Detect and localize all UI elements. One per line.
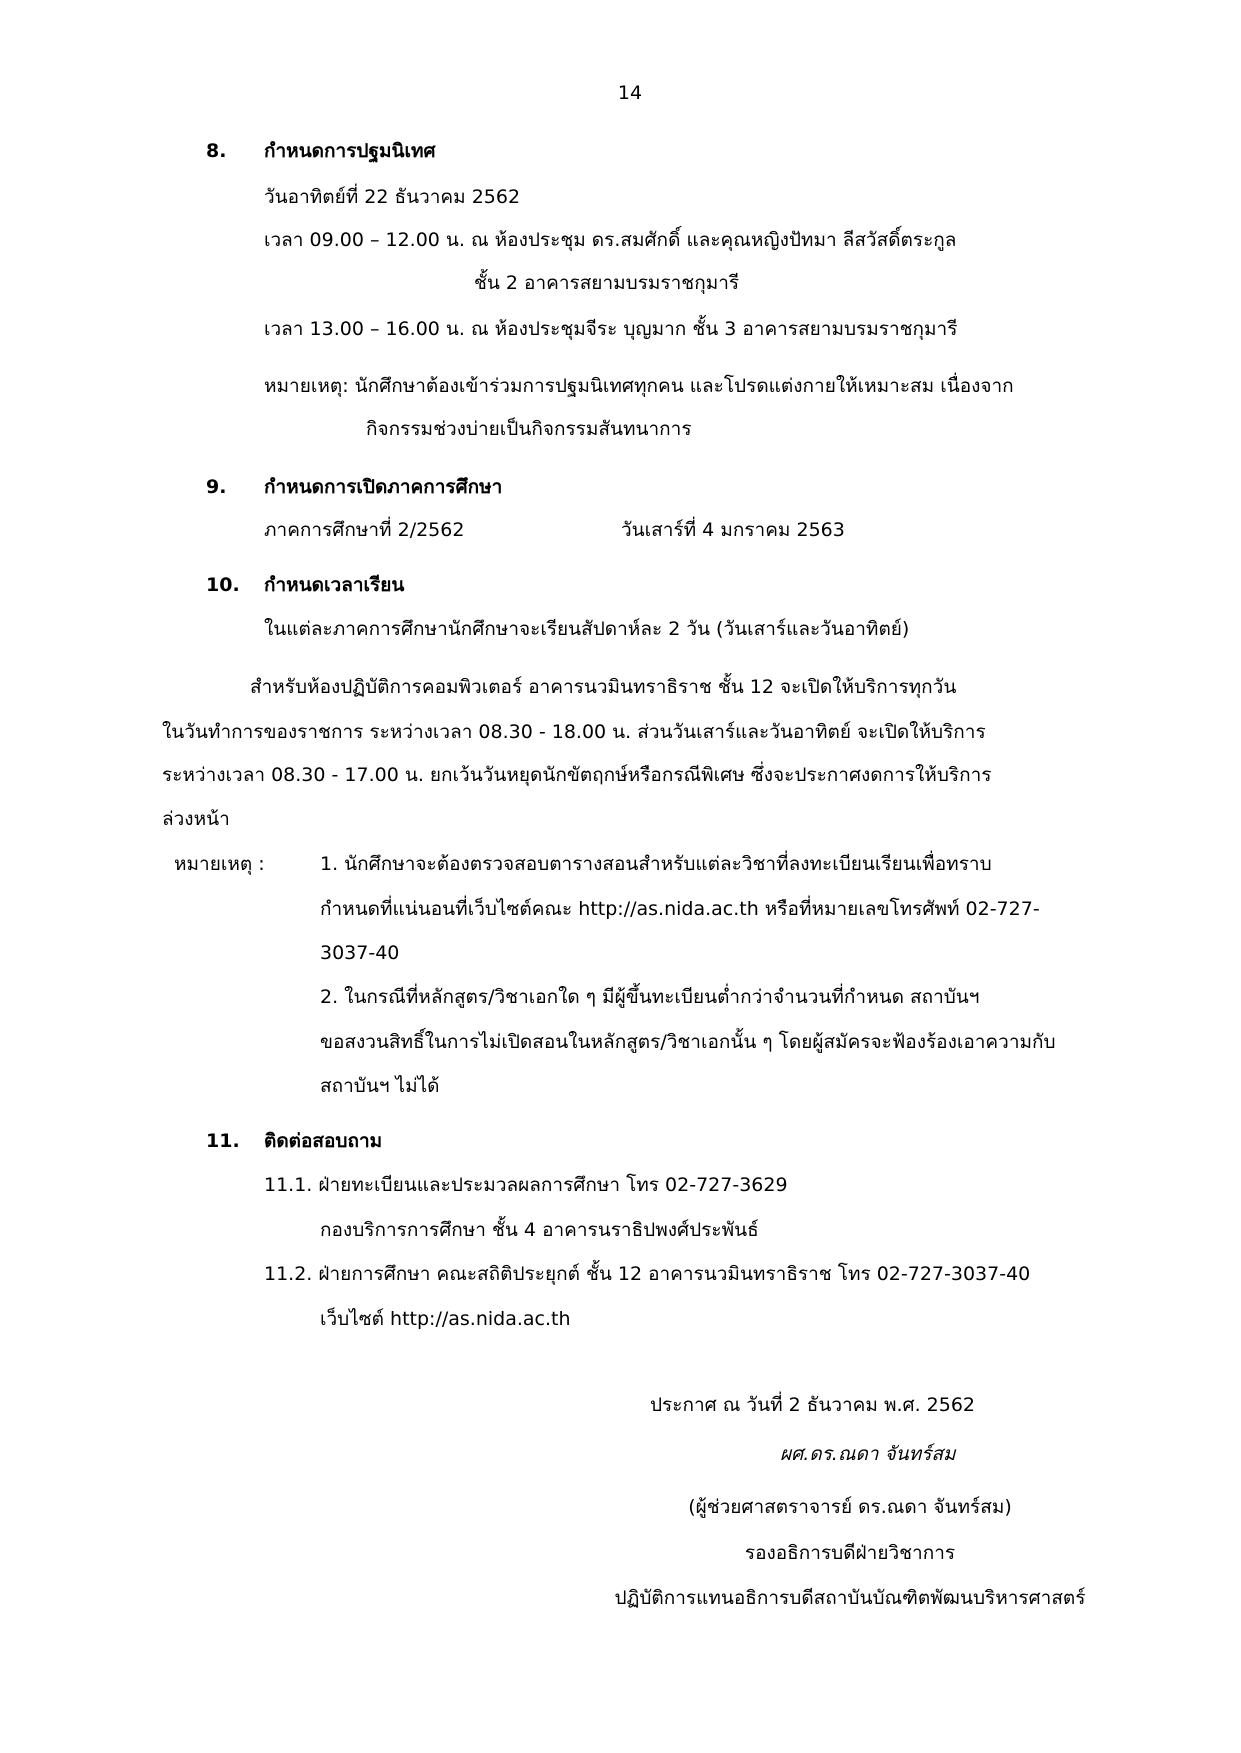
orientation-note-cont: กิจกรรมช่วงบ่ายเป็นกิจกรรมสันทนาการ — [366, 418, 692, 440]
signer-position: รองอธิการบดีฝ่ายวิชาการ — [744, 1542, 956, 1564]
orientation-morning-session: เวลา 09.00 – 12.00 น. ณ ห้องประชุม ดร.สมศักดิ์ และคุณหญิงปัทมา ลีสวัสดิ์ตระกูล — [264, 229, 957, 251]
semester-start-date: วันเสาร์ที่ 4 มกราคม 2563 — [621, 519, 845, 541]
signer-acting-position: ปฏิบัติการแทนอธิการบดีสถาบันบัณฑิตพัฒนบริหารศาสตร์ — [614, 1587, 1086, 1609]
announcement-date: ประกาศ ณ วันที่ 2 ธันวาคม พ.ศ. 2562 — [650, 1394, 976, 1416]
lab-para-line-3: ระหว่างเวลา 08.30 - 17.00 น. ยกเว้นวันหยุดนักขัตฤกษ์หรือกรณีพิเศษ ซึ่งจะประกาศงดการให้บริการ — [162, 764, 992, 786]
orientation-afternoon-session: เวลา 13.00 – 16.00 น. ณ ห้องประชุมจีระ บุญมาก ชั้น 3 อาคารสยามบรมราชกุมารี — [264, 318, 958, 340]
signature: ผศ.ดร.ณดา จันทร์สม — [780, 1443, 956, 1465]
contact-1-line-1: 11.1. ฝ่ายทะเบียนและประมวลผลการศึกษา โทร 02-727-3629 — [264, 1174, 788, 1196]
section-10-number: 10. — [206, 574, 240, 596]
note-1-line-3: 3037-40 — [320, 942, 400, 964]
class-schedule-text: ในแต่ละภาคการศึกษานักศึกษาจะเรียนสัปดาห์ละ 2 วัน (วันเสาร์และวันอาทิตย์) — [264, 618, 910, 640]
lab-para-line-1: สำหรับห้องปฏิบัติการคอมพิวเตอร์ อาคารนวมินทราธิราช ชั้น 12 จะเปิดให้บริการทุกวัน — [250, 676, 957, 698]
semester-label: ภาคการศึกษาที่ 2/2562 — [264, 519, 465, 541]
orientation-date: วันอาทิตย์ที่ 22 ธันวาคม 2562 — [264, 186, 521, 208]
section-9-number: 9. — [206, 476, 227, 498]
section-10-title: กำหนดเวลาเรียน — [264, 574, 405, 596]
note-2-line-2: ขอสงวนสิทธิ์ในการไม่เปิดสอนในหลักสูตร/วิชาเอกนั้น ๆ โดยผู้สมัครจะฟ้องร้องเอาความกับ — [320, 1031, 1056, 1053]
note-2-line-1: 2. ในกรณีที่หลักสูตร/วิชาเอกใด ๆ มีผู้ขึ้นทะเบียนต่ำกว่าจำนวนที่กำหนด สถาบันฯ — [320, 986, 980, 1008]
section-9-title: กำหนดการเปิดภาคการศึกษา — [264, 476, 503, 498]
contact-2-line-2: เว็บไซต์ http://as.nida.ac.th — [320, 1308, 571, 1330]
note-1-line-1: 1. นักศึกษาจะต้องตรวจสอบตารางสอนสำหรับแต่ละวิชาที่ลงทะเบียนเรียนเพื่อทราบ — [320, 853, 992, 875]
section-11-number: 11. — [206, 1130, 240, 1152]
note-2-line-3: สถาบันฯ ไม่ได้ — [320, 1075, 440, 1097]
signer-name: (ผู้ช่วยศาสตราจารย์ ดร.ณดา จันทร์สม) — [688, 1496, 1012, 1518]
page-number: 14 — [617, 82, 643, 104]
contact-1-line-2: กองบริการการศึกษา ชั้น 4 อาคารนราธิปพงศ์ประพันธ์ — [320, 1219, 759, 1241]
orientation-note: หมายเหตุ: นักศึกษาต้องเข้าร่วมการปฐมนิเทศทุกคน และโปรดแต่งกายให้เหมาะสม เนื่องจาก — [264, 375, 1014, 397]
orientation-morning-location: ชั้น 2 อาคารสยามบรมราชกุมารี — [474, 272, 740, 294]
contact-2-line-1: 11.2. ฝ่ายการศึกษา คณะสถิติประยุกต์ ชั้น 12 อาคารนวมินทราธิราช โทร 02-727-3037-40 — [264, 1263, 1031, 1285]
section-8-number: 8. — [206, 140, 227, 162]
note-1-line-2: กำหนดที่แน่นอนที่เว็บไซต์คณะ http://as.nida.ac.th หรือที่หมายเลขโทรศัพท์ 02-727- — [320, 898, 1040, 920]
section-11-title: ติดต่อสอบถาม — [264, 1130, 383, 1152]
notes-label: หมายเหตุ : — [174, 853, 265, 875]
lab-para-line-2: ในวันทำการของราชการ ระหว่างเวลา 08.30 - 18.00 น. ส่วนวันเสาร์และวันอาทิตย์ จะเปิดให้บริการ — [162, 721, 986, 743]
lab-para-line-4: ล่วงหน้า — [162, 808, 230, 830]
section-8-title: กำหนดการปฐมนิเทศ — [264, 140, 436, 162]
